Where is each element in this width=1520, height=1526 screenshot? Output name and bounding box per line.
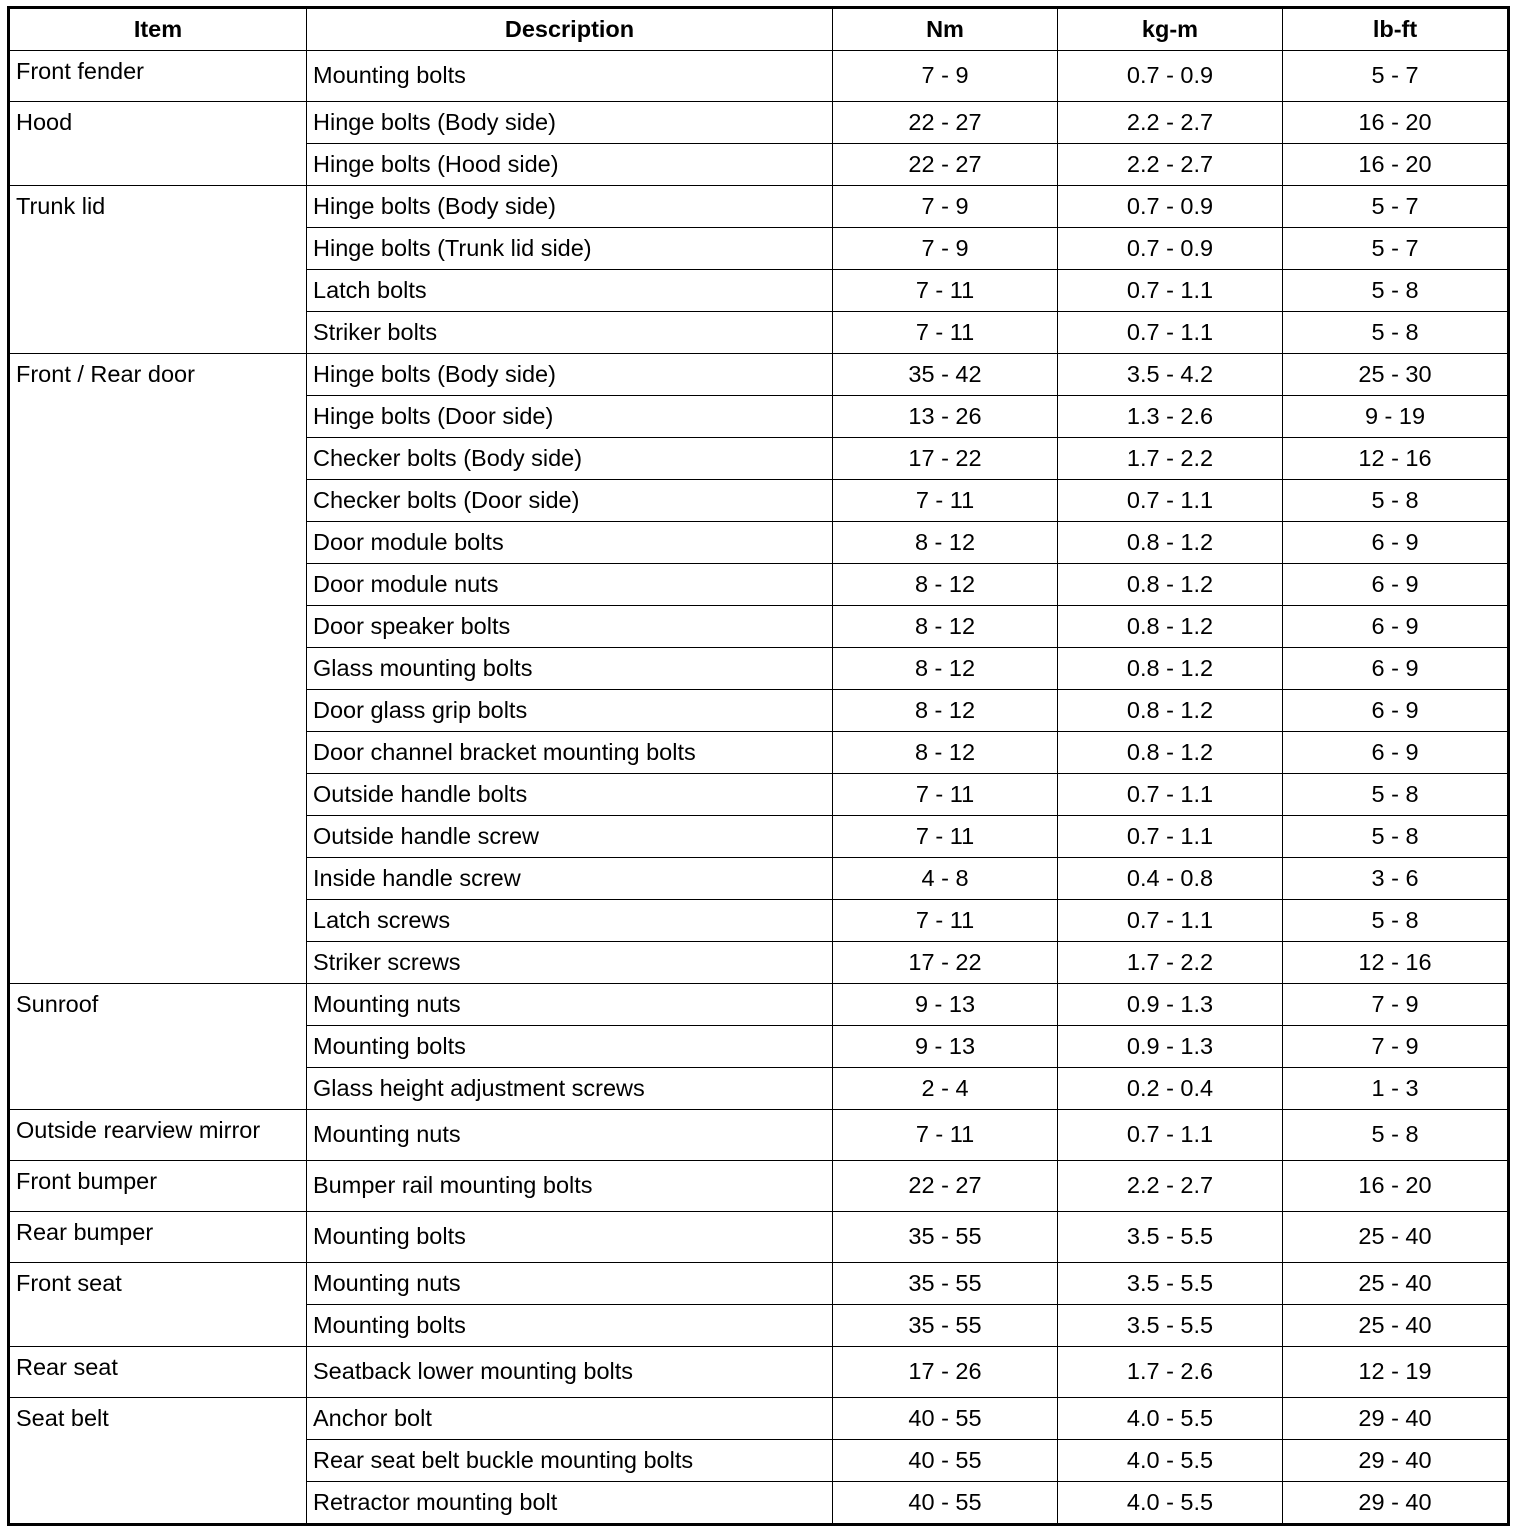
description-cell: Outside handle bolts [307,774,833,816]
nm-cell: 7 - 11 [833,480,1058,522]
description-cell: Hinge bolts (Door side) [307,396,833,438]
lbft-cell: 25 - 40 [1283,1305,1509,1347]
kgm-cell: 3.5 - 5.5 [1058,1212,1283,1263]
lbft-cell: 12 - 19 [1283,1347,1509,1398]
description-cell: Mounting nuts [307,984,833,1026]
table-row [9,102,1509,144]
lbft-cell: 7 - 9 [1283,984,1509,1026]
description-cell: Mounting bolts [307,1026,833,1068]
description-cell: Latch screws [307,900,833,942]
nm-cell: 8 - 12 [833,732,1058,774]
lbft-cell: 16 - 20 [1283,1161,1509,1212]
kgm-cell: 1.7 - 2.2 [1058,438,1283,480]
kgm-cell: 0.8 - 1.2 [1058,522,1283,564]
nm-cell: 2 - 4 [833,1068,1058,1110]
header-nm: Nm [833,8,1058,51]
table-row [9,1263,1509,1305]
description-cell: Bumper rail mounting bolts [307,1161,833,1212]
description-cell: Door channel bracket mounting bolts [307,732,833,774]
kgm-cell: 2.2 - 2.7 [1058,144,1283,186]
lbft-cell: 12 - 16 [1283,438,1509,480]
description-cell: Mounting nuts [307,1110,833,1161]
table-body [9,51,1509,1525]
nm-cell: 7 - 11 [833,774,1058,816]
nm-cell: 7 - 11 [833,816,1058,858]
kgm-cell: 0.7 - 0.9 [1058,186,1283,228]
kgm-cell: 0.8 - 1.2 [1058,732,1283,774]
nm-cell: 13 - 26 [833,396,1058,438]
nm-cell: 35 - 55 [833,1263,1058,1305]
table-row [9,1161,1509,1212]
lbft-cell: 9 - 19 [1283,396,1509,438]
lbft-cell: 25 - 40 [1283,1212,1509,1263]
lbft-cell: 16 - 20 [1283,102,1509,144]
header-item: Item [9,8,307,51]
table-row [9,186,1509,228]
nm-cell: 7 - 11 [833,900,1058,942]
nm-cell: 7 - 9 [833,51,1058,102]
description-cell: Rear seat belt buckle mounting bolts [307,1440,833,1482]
nm-cell: 9 - 13 [833,1026,1058,1068]
description-cell: Checker bolts (Body side) [307,438,833,480]
lbft-cell: 29 - 40 [1283,1398,1509,1440]
header-lbft: lb-ft [1283,8,1509,51]
nm-cell: 35 - 55 [833,1212,1058,1263]
description-cell: Outside handle screw [307,816,833,858]
lbft-cell: 25 - 40 [1283,1263,1509,1305]
kgm-cell: 0.7 - 1.1 [1058,774,1283,816]
description-cell: Inside handle screw [307,858,833,900]
lbft-cell: 5 - 8 [1283,1110,1509,1161]
kgm-cell: 0.7 - 1.1 [1058,816,1283,858]
kgm-cell: 1.7 - 2.6 [1058,1347,1283,1398]
kgm-cell: 0.7 - 0.9 [1058,51,1283,102]
nm-cell: 8 - 12 [833,522,1058,564]
description-cell: Hinge bolts (Trunk lid side) [307,228,833,270]
header-row [9,8,1509,51]
table-row [9,1347,1509,1398]
description-cell: Mounting bolts [307,1212,833,1263]
kgm-cell: 0.7 - 1.1 [1058,900,1283,942]
kgm-cell: 0.7 - 1.1 [1058,270,1283,312]
kgm-cell: 0.2 - 0.4 [1058,1068,1283,1110]
lbft-cell: 7 - 9 [1283,1026,1509,1068]
item-cell: Outside rearview mirror [9,1110,307,1161]
nm-cell: 22 - 27 [833,144,1058,186]
description-cell: Hinge bolts (Body side) [307,102,833,144]
description-cell: Hinge bolts (Hood side) [307,144,833,186]
description-cell: Door module bolts [307,522,833,564]
description-cell: Striker screws [307,942,833,984]
table-row [9,1212,1509,1263]
kgm-cell: 0.8 - 1.2 [1058,606,1283,648]
nm-cell: 17 - 26 [833,1347,1058,1398]
nm-cell: 35 - 42 [833,354,1058,396]
kgm-cell: 3.5 - 4.2 [1058,354,1283,396]
description-cell: Door glass grip bolts [307,690,833,732]
lbft-cell: 5 - 8 [1283,774,1509,816]
lbft-cell: 25 - 30 [1283,354,1509,396]
description-cell: Latch bolts [307,270,833,312]
header-description: Description [307,8,833,51]
description-cell: Hinge bolts (Body side) [307,186,833,228]
item-cell: Sunroof [9,984,307,1110]
description-cell: Retractor mounting bolt [307,1482,833,1525]
lbft-cell: 16 - 20 [1283,144,1509,186]
kgm-cell: 0.8 - 1.2 [1058,690,1283,732]
description-cell: Anchor bolt [307,1398,833,1440]
nm-cell: 7 - 9 [833,186,1058,228]
item-cell: Trunk lid [9,186,307,354]
kgm-cell: 0.7 - 0.9 [1058,228,1283,270]
table-row [9,1110,1509,1161]
kgm-cell: 0.9 - 1.3 [1058,1026,1283,1068]
item-cell: Front bumper [9,1161,307,1212]
kgm-cell: 3.5 - 5.5 [1058,1305,1283,1347]
table-header [9,8,1509,51]
kgm-cell: 0.7 - 1.1 [1058,1110,1283,1161]
lbft-cell: 5 - 8 [1283,270,1509,312]
lbft-cell: 6 - 9 [1283,690,1509,732]
kgm-cell: 2.2 - 2.7 [1058,1161,1283,1212]
kgm-cell: 4.0 - 5.5 [1058,1440,1283,1482]
nm-cell: 8 - 12 [833,648,1058,690]
item-cell: Front seat [9,1263,307,1347]
nm-cell: 8 - 12 [833,564,1058,606]
lbft-cell: 6 - 9 [1283,564,1509,606]
description-cell: Seatback lower mounting bolts [307,1347,833,1398]
nm-cell: 17 - 22 [833,438,1058,480]
table-row [9,984,1509,1026]
item-cell: Front fender [9,51,307,102]
kgm-cell: 0.9 - 1.3 [1058,984,1283,1026]
lbft-cell: 5 - 7 [1283,51,1509,102]
kgm-cell: 0.4 - 0.8 [1058,858,1283,900]
item-cell: Hood [9,102,307,186]
kgm-cell: 0.7 - 1.1 [1058,480,1283,522]
nm-cell: 9 - 13 [833,984,1058,1026]
lbft-cell: 5 - 8 [1283,312,1509,354]
torque-spec-table [7,6,1510,1526]
lbft-cell: 5 - 7 [1283,228,1509,270]
lbft-cell: 29 - 40 [1283,1440,1509,1482]
nm-cell: 8 - 12 [833,690,1058,732]
description-cell: Striker bolts [307,312,833,354]
nm-cell: 7 - 11 [833,270,1058,312]
kgm-cell: 3.5 - 5.5 [1058,1263,1283,1305]
lbft-cell: 6 - 9 [1283,606,1509,648]
kgm-cell: 4.0 - 5.5 [1058,1482,1283,1525]
lbft-cell: 3 - 6 [1283,858,1509,900]
item-cell: Seat belt [9,1398,307,1525]
lbft-cell: 12 - 16 [1283,942,1509,984]
nm-cell: 7 - 9 [833,228,1058,270]
kgm-cell: 0.8 - 1.2 [1058,648,1283,690]
description-cell: Glass mounting bolts [307,648,833,690]
description-cell: Mounting bolts [307,1305,833,1347]
lbft-cell: 5 - 8 [1283,816,1509,858]
nm-cell: 22 - 27 [833,1161,1058,1212]
nm-cell: 8 - 12 [833,606,1058,648]
table-row [9,51,1509,102]
nm-cell: 40 - 55 [833,1482,1058,1525]
description-cell: Glass height adjustment screws [307,1068,833,1110]
nm-cell: 40 - 55 [833,1398,1058,1440]
kgm-cell: 4.0 - 5.5 [1058,1398,1283,1440]
table-row [9,1398,1509,1440]
lbft-cell: 6 - 9 [1283,732,1509,774]
lbft-cell: 1 - 3 [1283,1068,1509,1110]
description-cell: Door module nuts [307,564,833,606]
lbft-cell: 5 - 8 [1283,900,1509,942]
lbft-cell: 5 - 7 [1283,186,1509,228]
nm-cell: 7 - 11 [833,312,1058,354]
description-cell: Door speaker bolts [307,606,833,648]
kgm-cell: 0.7 - 1.1 [1058,312,1283,354]
nm-cell: 22 - 27 [833,102,1058,144]
description-cell: Mounting nuts [307,1263,833,1305]
description-cell: Checker bolts (Door side) [307,480,833,522]
item-cell: Front / Rear door [9,354,307,984]
kgm-cell: 0.8 - 1.2 [1058,564,1283,606]
item-cell: Rear bumper [9,1212,307,1263]
lbft-cell: 6 - 9 [1283,648,1509,690]
nm-cell: 17 - 22 [833,942,1058,984]
nm-cell: 35 - 55 [833,1305,1058,1347]
kgm-cell: 1.7 - 2.2 [1058,942,1283,984]
header-kgm: kg-m [1058,8,1283,51]
nm-cell: 4 - 8 [833,858,1058,900]
kgm-cell: 1.3 - 2.6 [1058,396,1283,438]
item-cell: Rear seat [9,1347,307,1398]
table-row [9,354,1509,396]
lbft-cell: 5 - 8 [1283,480,1509,522]
nm-cell: 40 - 55 [833,1440,1058,1482]
lbft-cell: 6 - 9 [1283,522,1509,564]
nm-cell: 7 - 11 [833,1110,1058,1161]
description-cell: Hinge bolts (Body side) [307,354,833,396]
description-cell: Mounting bolts [307,51,833,102]
lbft-cell: 29 - 40 [1283,1482,1509,1525]
kgm-cell: 2.2 - 2.7 [1058,102,1283,144]
